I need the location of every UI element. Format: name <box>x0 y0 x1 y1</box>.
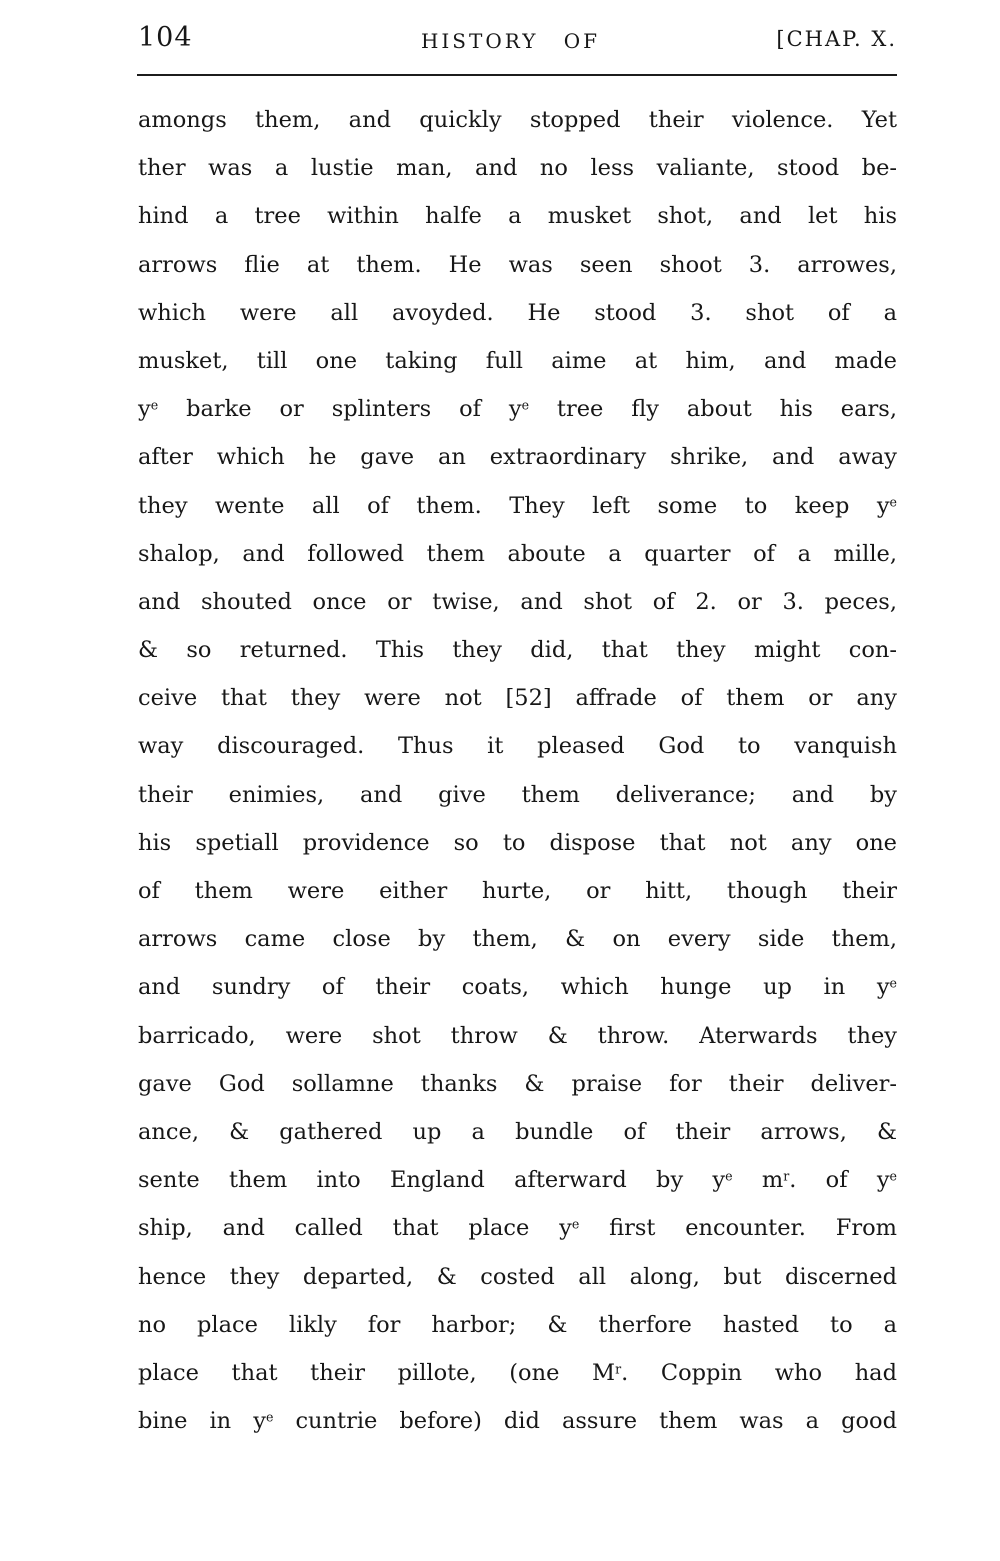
text-line: after which he gave an extraordinary shrike, and away <box>138 444 897 471</box>
text-line: no place likly for harbor; & therfore hasted to a <box>138 1311 897 1338</box>
text-line: amongs them, and quickly stopped their violence. Yet <box>138 107 897 133</box>
text-line: arrows flie at them. He was seen shoot 3. arrowes, <box>138 251 897 278</box>
text-line: ship, and called that place $y^e$ first encounter. From <box>138 1215 897 1242</box>
text-line: way discouraged. Thus it pleased God to vanquish <box>138 733 897 760</box>
running-title: HISTORY OF <box>420 29 601 53</box>
text-line: gave God sollamne thanks & praise for their deliver- <box>138 1070 897 1097</box>
text-line: hind a tree within halfe a musket shot, and let his <box>138 203 897 230</box>
body-text <box>138 96 897 1445</box>
text-line: shalop, and followed them aboute a quarter of a mille, <box>138 540 897 567</box>
text-line: their enimies, and give them deliverance; and by <box>138 781 897 808</box>
text-line: ance, & gathered up a bundle of their arrows, & <box>138 1118 897 1145</box>
text-line: ceive that they were not [52] affrade of them or any <box>138 685 897 712</box>
text-line: hence they departed, & costed all along, but discerned <box>138 1263 897 1290</box>
text-line: which were all avoyded. He stood 3. shot of a <box>138 299 897 326</box>
text-line: & so returned. This they did, that they might con- <box>138 637 897 664</box>
text-line: $y^e$ barke or splinters of $y^e$ tree fly about his ears, <box>138 396 897 423</box>
text-line: arrows came close by them, & on every side them, <box>138 926 897 953</box>
text-line: musket, till one taking full aime at him, and made <box>138 347 897 374</box>
chapter-reference: [CHAP. X. <box>776 27 897 51</box>
page-number: 104 <box>138 22 193 53</box>
text-line: of them were either hurte, or hitt, though their <box>138 878 897 904</box>
text-line: bine in $y^e$ cuntrie before) did assure them was a good <box>138 1408 898 1435</box>
text-line: and sundry of their coats, which hunge up in $y^e$ <box>138 974 897 1001</box>
page-header <box>138 20 897 60</box>
text-line: his spetiall providence so to dispose that not any one <box>138 829 897 856</box>
text-line: barricado, were shot throw & throw. Aterwards they <box>138 1022 897 1049</box>
header-divider-rule <box>137 74 897 76</box>
text-line: they wente all of them. They left some to keep $y^e$ <box>138 492 897 519</box>
text-line: ther was a lustie man, and no less valiante, stood be- <box>138 155 897 182</box>
text-line: place that their pillote, (one $M^r$. Coppin who had <box>138 1359 898 1386</box>
text-line: sente them into England afterward by $y^e$ $m^r$. of $y^e$ <box>138 1167 897 1194</box>
text-line: and shouted once or twise, and shot of 2. or 3. peces, <box>138 588 897 615</box>
